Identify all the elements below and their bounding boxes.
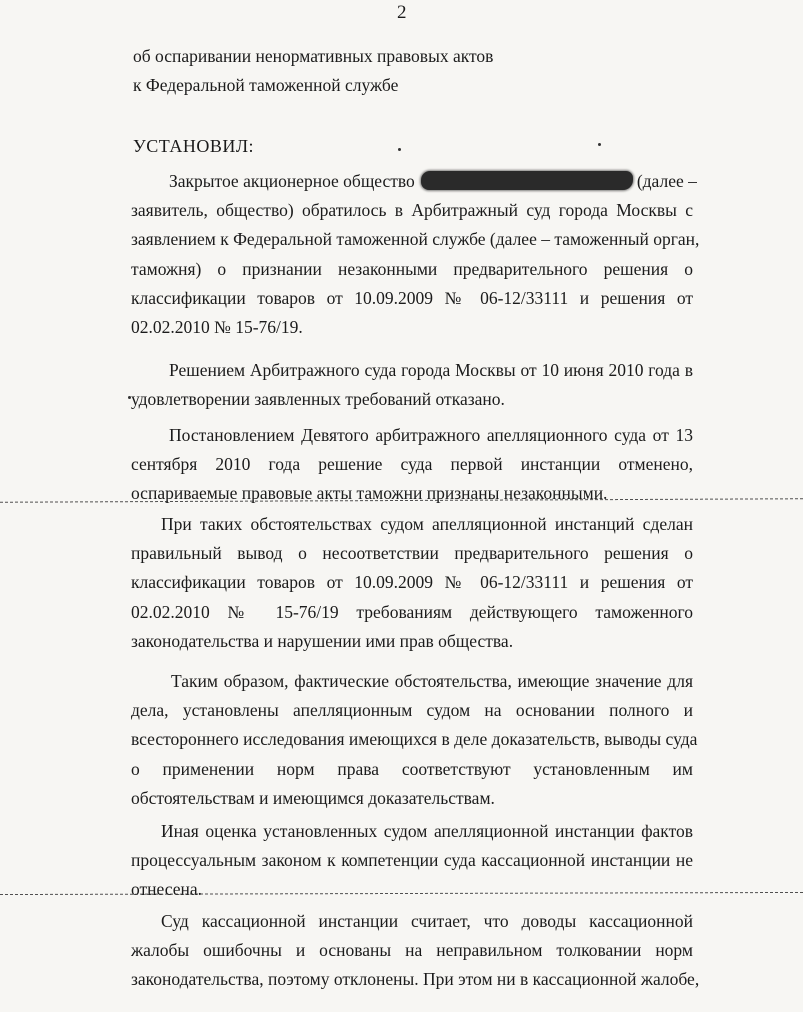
text-line: Иная оценка установленных судом апелляционной инстанции фактов (161, 821, 693, 841)
text-line: законодательства и нарушении ими прав общества. (131, 630, 514, 651)
paragraph-1 (131, 167, 700, 342)
scan-speck (128, 396, 131, 399)
text-line: процессуальным законом к компетенции суда кассационной инстанции не (131, 850, 693, 871)
text-line: Решением Арбитражного суда города Москвы от 10 июня 2010 года в (169, 360, 693, 380)
text-line: При таких обстоятельствах судом апелляционной инстанций сделан (161, 514, 693, 534)
text-line: сентября 2010 года решение суда первой инстанции отменено, (131, 454, 693, 475)
section-heading: УСТАНОВИЛ: (133, 136, 255, 156)
page-number: 2 (397, 2, 407, 23)
paragraph-3 (131, 421, 693, 509)
text-line: Постановлением Девятого арбитражного апелляционного суда от 13 (169, 425, 693, 445)
paragraph-4 (131, 510, 693, 656)
text-line: Таким образом, фактические обстоятельства, имеющие значение для (171, 671, 693, 691)
case-subject-line-2: к Федеральной таможенной службе (133, 75, 399, 95)
text-line: правильный вывод о несоответствии предварительного решения о (131, 543, 693, 564)
text-line: законодательства, поэтому отклонены. При этом ни в кассационной жалобе, (131, 969, 700, 990)
text-line: классификации товаров от 10.09.2009 № 06-12/33111 и решения от (131, 287, 693, 308)
redaction-mark (421, 171, 633, 190)
text-line: отнесена. (131, 879, 202, 900)
text-line: таможня) о признании незаконными предварительного решения о (131, 258, 693, 279)
text-line: 02.02.2010 № 15-76/19. (131, 316, 303, 337)
text-line: 02.02.2010 № 15-76/19 требованиям действующего таможенного (131, 601, 693, 622)
text-line: Суд кассационной инстанции считает, что доводы кассационной (161, 911, 693, 931)
paragraph-7 (131, 907, 700, 995)
paragraph-5 (131, 667, 698, 813)
text-line: классификации товаров от 10.09.2009 № 06-12/33111 и решения от (131, 572, 693, 593)
text-line: дела, установлены апелляционным судом на основании полного и (131, 700, 693, 721)
paragraph-2 (131, 356, 693, 414)
scan-speck (398, 148, 401, 151)
scan-speck (598, 143, 601, 146)
text-line: заявитель, общество) обратилось в Арбитражный суд города Москвы с (131, 200, 693, 221)
text-line: жалобы ошибочны и основаны на неправильном толковании норм (131, 940, 693, 961)
text-line: обстоятельствам и имеющимся доказательствам. (131, 787, 495, 808)
text-line: всестороннего исследования имеющихся в деле доказательств, выводы суда (131, 729, 698, 750)
text-line: Закрытое акционерное общество (далее – (169, 171, 697, 191)
text-line: заявлением к Федеральной таможенной службе (далее – таможенный орган, (131, 229, 700, 250)
case-subject-line-1: об оспаривании ненормативных правовых актов (133, 46, 494, 66)
text-line: о применении норм права соответствуют установленным им (131, 758, 693, 779)
paragraph-6 (131, 817, 693, 905)
text-line: оспариваемые правовые акты таможни признаны незаконными. (131, 483, 608, 504)
text-line: удовлетворении заявленных требований отказано. (131, 389, 505, 410)
